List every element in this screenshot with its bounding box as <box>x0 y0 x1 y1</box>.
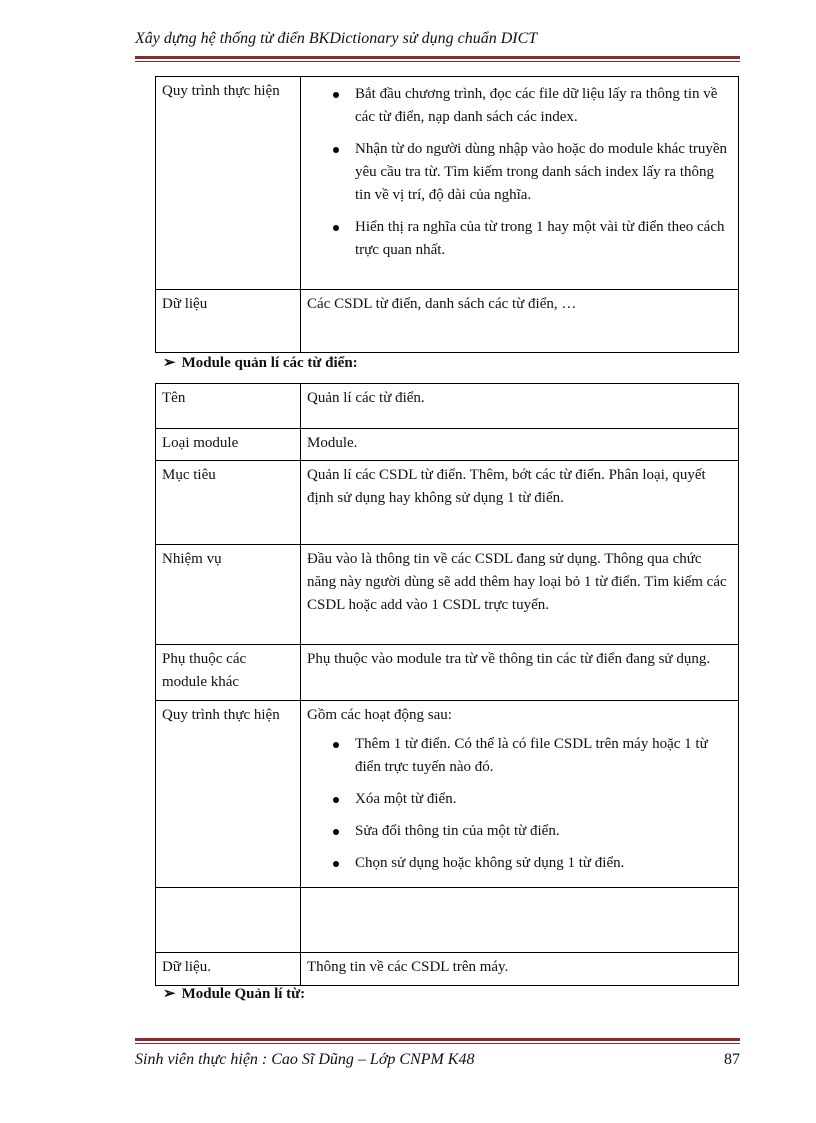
data-value: Các CSDL từ điển, danh sách các từ điển, … <box>301 290 739 353</box>
footer-rule-thin <box>135 1043 740 1044</box>
process-step: Thêm 1 từ điển. Có thể là có file CSDL trên máy hoặc 1 từ điển trực tuyến nào đó. <box>355 733 732 779</box>
name-value: Quản lí các từ điển. <box>301 384 739 429</box>
data-label: Dữ liệu. <box>156 953 301 986</box>
process-step: Bắt đầu chương trình, đọc các file dữ liệu lấy ra thông tin về các từ điển, nạp danh sách các index. <box>355 83 732 129</box>
process-step: Xóa một từ điển. <box>355 788 732 811</box>
process-cell <box>301 701 739 888</box>
page-header-title: Xây dựng hệ thống từ điển BKDictionary sử dụng chuẩn DICT <box>135 30 538 47</box>
process-step: Hiển thị ra nghĩa của từ trong 1 hay một vài từ điển theo cách trực quan nhất. <box>355 216 732 262</box>
page-number: 87 <box>724 1051 740 1068</box>
process-label: Quy trình thực hiện <box>156 701 301 888</box>
module-table-lookup <box>155 76 739 353</box>
header-rule-thin <box>135 61 740 62</box>
header-rule <box>135 56 740 59</box>
section-heading <box>163 353 358 372</box>
section-heading-text: Module Quản lí từ: <box>181 986 306 1002</box>
dependency-label: Phụ thuộc các module khác <box>156 645 301 701</box>
task-value: Đầu vào là thông tin về các CSDL đang sử dụng. Thông qua chức năng này người dùng sẽ add thêm hay loại bỏ 1 từ điển. Tìm kiếm các CSDL hoặc add vào 1 CSDL trực tuyến. <box>301 545 739 645</box>
dependency-value: Phụ thuộc vào module tra từ về thông tin các từ điển đang sử dụng. <box>301 645 739 701</box>
process-step: Chọn sử dụng hoặc không sử dụng 1 từ điển. <box>355 852 732 875</box>
process-label: Quy trình thực hiện <box>156 77 301 290</box>
goal-label: Mục tiêu <box>156 461 301 545</box>
process-step: Nhận từ do người dùng nhập vào hoặc do module khác truyền yêu cầu tra từ. Tìm kiếm trong danh sách index lấy ra thông tin về vị trí, độ dài của nghĩa. <box>355 138 732 207</box>
footer-author: Sinh viên thực hiện : Cao Sĩ Dũng – Lớp CNPM K48 <box>135 1051 475 1068</box>
empty-cell <box>156 888 301 953</box>
section-heading-text: Module quản lí các từ điển: <box>181 355 358 371</box>
data-label: Dữ liệu <box>156 290 301 353</box>
type-label: Loại module <box>156 429 301 461</box>
arrow-bullet-icon: ➢ <box>163 986 176 1002</box>
process-cell <box>301 77 739 290</box>
process-step: Sửa đổi thông tin của một từ điển. <box>355 820 732 843</box>
section-heading <box>163 984 305 1003</box>
name-label: Tên <box>156 384 301 429</box>
empty-cell <box>301 888 739 953</box>
data-value: Thông tin về các CSDL trên máy. <box>301 953 739 986</box>
type-value: Module. <box>301 429 739 461</box>
footer-rule <box>135 1038 740 1041</box>
arrow-bullet-icon: ➢ <box>163 355 176 371</box>
module-table-dictionary-manager <box>155 383 739 986</box>
process-intro: Gồm các hoạt động sau: <box>307 707 452 723</box>
goal-value: Quản lí các CSDL từ điển. Thêm, bớt các từ điển. Phân loại, quyết định sử dụng hay không sử dụng 1 từ điển. <box>301 461 739 545</box>
task-label: Nhiệm vụ <box>156 545 301 645</box>
